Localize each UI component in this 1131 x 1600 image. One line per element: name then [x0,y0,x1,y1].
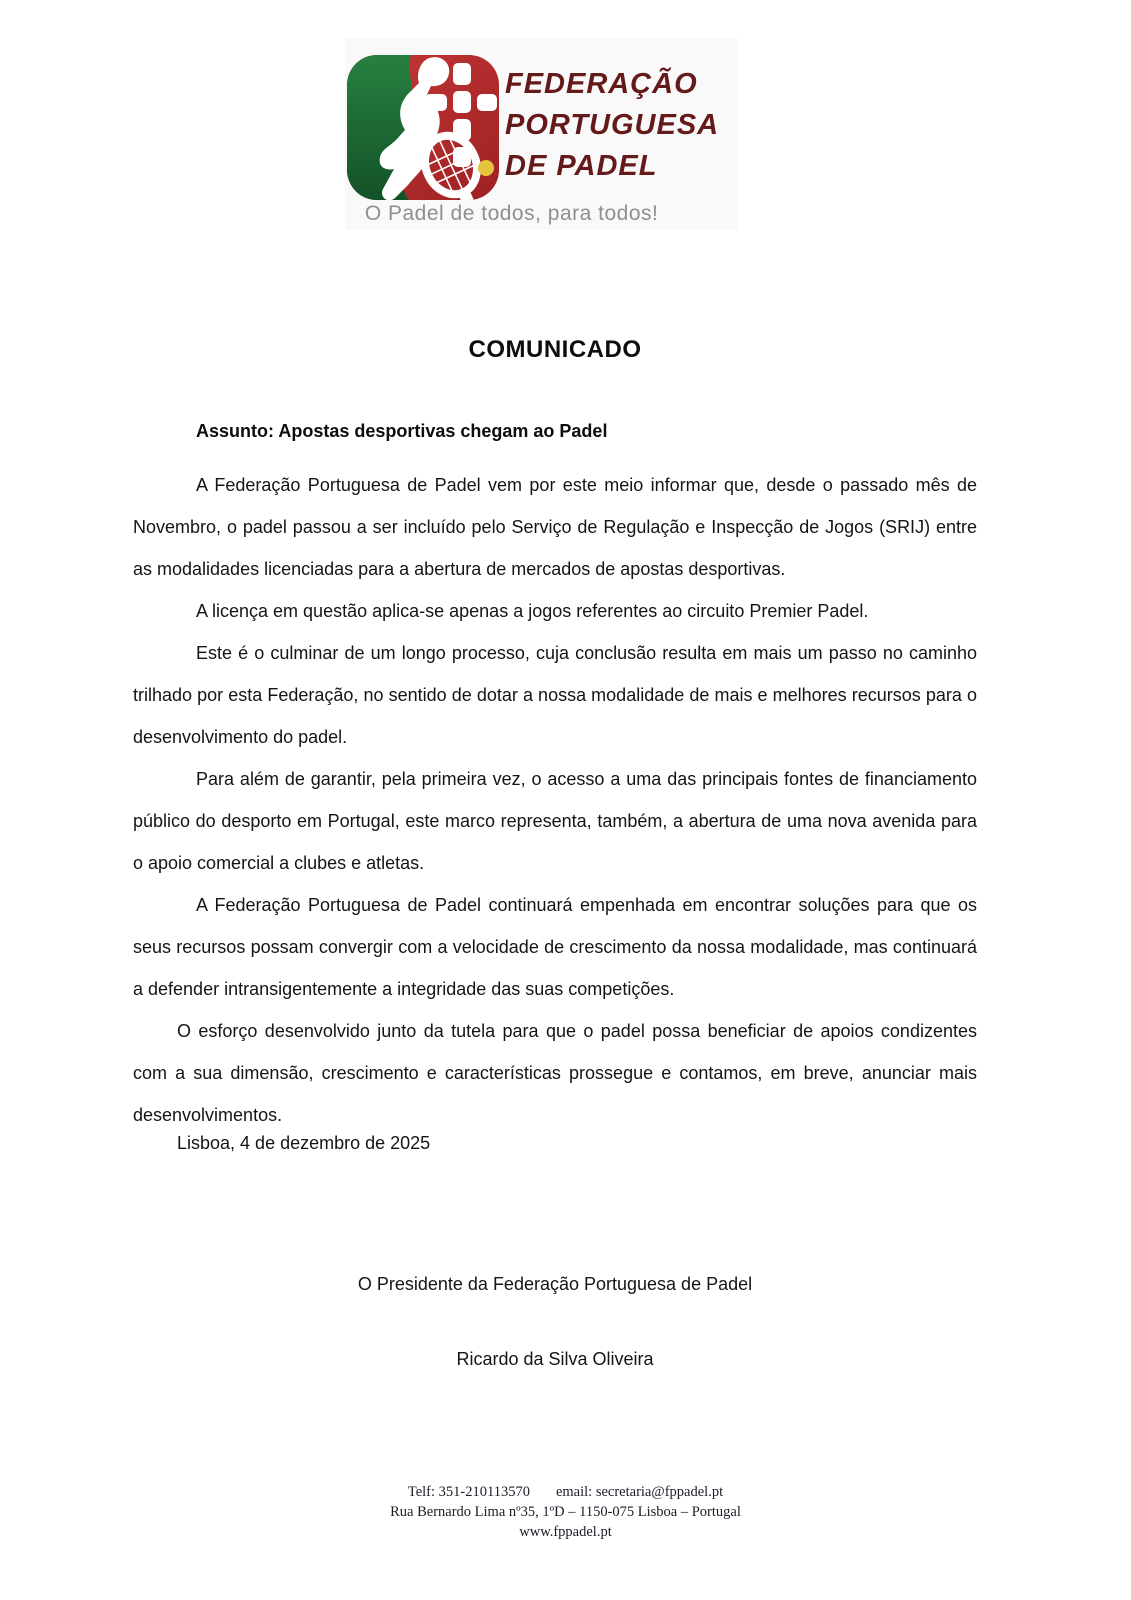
paragraph-6: O esforço desenvolvido junto da tutela para que o padel possa beneficiar de apoios condizentes com a sua dimensão, crescimento e características prossegue e contamos, em breve, anunciar mais desenvolvimentos. [133,1021,977,1125]
paragraph-3: Este é o culminar de um longo processo, cuja conclusão resulta em mais um passo no caminho trilhado por esta Federação, no sentido de dotar a nossa modalidade de mais e melhores recursos para o desenvolvimento do padel. [133,643,977,747]
logo-wordmark [505,64,719,187]
logo [345,38,737,230]
paragraph-4: Para além de garantir, pela primeira vez, o acesso a uma das principais fontes de financiamento público do desporto em Portugal, este marco representa, também, a abertura de uma nova avenida para o apoio comercial a clubes e atletas. [133,769,977,873]
signature-name: Ricardo da Silva Oliveira [456,1349,654,1369]
paragraph-5: A Federação Portuguesa de Padel continuará empenhada em encontrar soluções para que os seus recursos possam convergir com a velocidade de crescimento da nossa modalidade, mas continuará a defender intransigentemente a integridade das suas competições. [133,895,977,999]
logo-tagline: O Padel de todos, para todos! [364,202,659,225]
dateline: Lisboa, 4 de dezembro de 2025 [177,1133,431,1153]
footer-address: Rua Bernardo Lima nº35, 1ºD – 1150-075 Lisboa – Portugal [390,1504,741,1520]
wordmark-line-1: FEDERAÇÃO [505,68,698,100]
footer-contact-line [0,1482,1131,1502]
paragraph-2: A licença em questão aplica-se apenas a jogos referentes ao circuito Premier Padel. [196,601,869,621]
page-title: COMUNICADO [468,336,642,363]
paragraph-1: A Federação Portuguesa de Padel vem por este meio informar que, desde o passado mês de Novembro, o padel passou a ser incluído pelo Serviço de Regulação e Inspecção de Jogos (SRIJ) entre as modalidades licenciadas para a abertura de mercados de apostas desportivas. [133,475,977,579]
body-text [133,464,977,1136]
footer [0,1482,1131,1542]
logo-row [345,38,737,200]
subject-line: Assunto: Apostas desportivas chegam ao Padel [196,421,608,441]
signature-role: O Presidente da Federação Portuguesa de Padel [357,1274,753,1294]
wordmark-line-3: DE PADEL [505,150,658,182]
padel-ball-icon [478,160,494,176]
footer-phone: Telf: 351-210113570 [407,1484,530,1500]
footer-website: www.fppadel.pt [519,1524,612,1540]
fpp-logo-icon [347,55,499,200]
wordmark-line-2: PORTUGUESA [505,109,720,141]
footer-email: email: secretaria@fppadel.pt [555,1484,724,1500]
